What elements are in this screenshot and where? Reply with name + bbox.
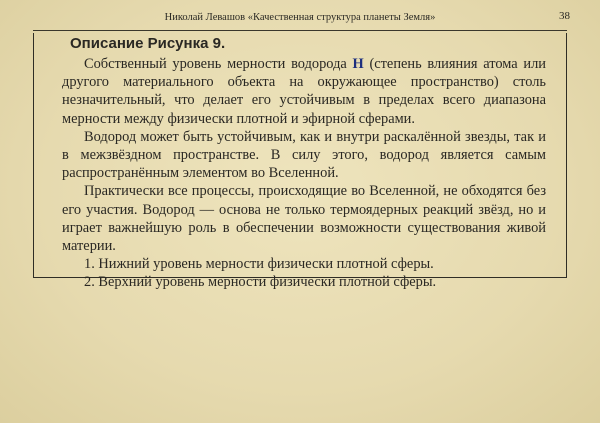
paragraph1-text-b: (степень влияния атома или другого материального объекта на окружающее пространство) столь незначительный, что делает его устойчивым в пределах всего диапазона мерности между физически плотной и эфирной сферами. [62, 56, 546, 127]
paragraph-hydrogen-stability: Водород может быть устойчивым, как и внутри раскалённой звезды, так и в межзвёздном пространстве. В силу этого, водород является самым распространённым элементом во Вселенной. [62, 128, 546, 182]
page-number: 38 [559, 10, 570, 22]
running-header: Николай Левашов «Качественная структура планеты Земля» [164, 12, 436, 23]
list-item-lower-level: 1. Нижний уровень мерности физически плотной сферы. [84, 256, 434, 273]
paragraph-hydrogen-level [62, 55, 546, 128]
header-rule [33, 30, 567, 31]
heading-period: . [220, 35, 226, 52]
section-heading [70, 35, 546, 53]
paragraph-hydrogen-processes: Практически все процессы, происходящие во Вселенной, не обходятся без его участия. Водород — основа не только термоядерных реакций звёзд, но и играет важнейшую роль в обеспечении возможности существования живой материи. [62, 183, 546, 255]
paragraph1-text-a: Собственный уровень мерности водорода [84, 56, 353, 72]
figure-description-box [33, 33, 567, 291]
heading-text: Описание Рисунка 9 [70, 35, 221, 52]
hydrogen-symbol: Н [352, 56, 364, 72]
list-item-upper-level: 2. Верхний уровень мерности физически плотной сферы. [84, 274, 437, 291]
